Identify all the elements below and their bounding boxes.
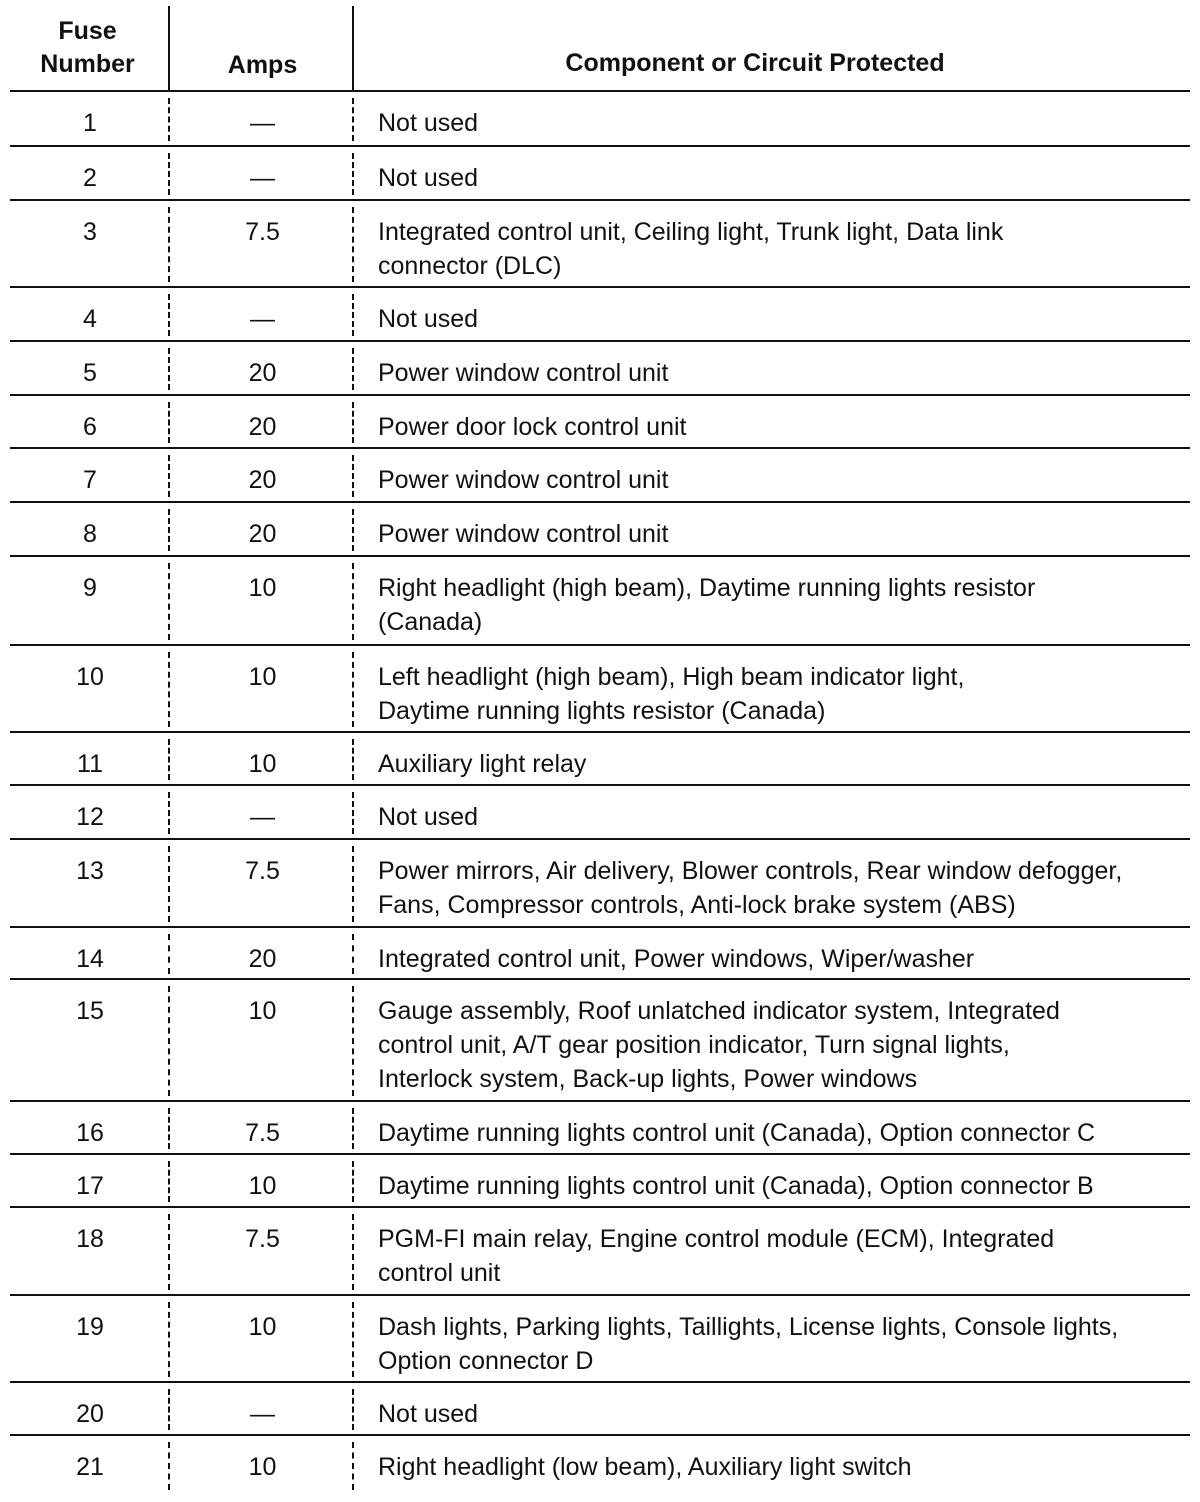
column-divider <box>168 294 170 336</box>
component-cell: Daytime running lights control unit (Canada), Option connector B <box>378 1172 1094 1200</box>
column-divider <box>352 934 354 974</box>
header-fuse-line1: Fuse <box>58 17 117 45</box>
table-row <box>10 980 1190 1102</box>
table-row <box>10 1102 1190 1155</box>
component-cell: Integrated control unit, Power windows, Wiper/washer <box>378 945 975 973</box>
column-divider <box>352 6 354 90</box>
table-row <box>10 92 1190 147</box>
component-cell: Integrated control unit, Ceiling light, Trunk light, Data link connector (DLC) <box>378 218 1004 280</box>
column-divider <box>168 1161 170 1202</box>
fuse-number-cell: 6 <box>83 413 97 441</box>
column-divider <box>352 1389 354 1430</box>
column-divider <box>168 934 170 974</box>
table-row <box>10 733 1190 786</box>
amps-cell: 7.5 <box>245 1225 280 1253</box>
amps-cell: — <box>250 164 275 192</box>
amps-cell: 10 <box>248 574 277 602</box>
amps-cell: — <box>250 1400 275 1428</box>
fuse-number-cell: 13 <box>76 857 104 885</box>
fuse-number-cell: 11 <box>77 750 103 778</box>
column-divider <box>352 294 354 336</box>
column-divider <box>168 207 170 282</box>
component-cell: Dash lights, Parking lights, Taillights, License lights, Console lights, Option connector D <box>378 1313 1119 1375</box>
component-cell: Power door lock control unit <box>378 413 687 441</box>
fuse-number-cell: 9 <box>83 574 97 602</box>
fuse-number-cell: 4 <box>83 305 97 333</box>
amps-cell: 10 <box>248 750 277 778</box>
amps-cell: — <box>250 109 275 137</box>
table-row <box>10 147 1190 201</box>
column-divider <box>352 652 354 727</box>
table-row <box>10 288 1190 342</box>
table-row <box>10 1208 1190 1296</box>
amps-cell: 20 <box>248 945 277 973</box>
amps-cell: 10 <box>248 1313 277 1341</box>
column-divider <box>168 1108 170 1149</box>
table-row <box>10 396 1190 449</box>
fuse-number-cell: 7 <box>83 466 97 494</box>
column-divider <box>168 792 170 834</box>
amps-cell: 10 <box>248 663 277 691</box>
column-divider <box>168 739 170 780</box>
amps-cell: 20 <box>248 359 277 387</box>
fuse-number-cell: 10 <box>76 663 104 691</box>
component-cell: Left headlight (high beam), High beam indicator light, Daytime running lights resistor (Canada) <box>378 663 965 725</box>
column-divider <box>352 846 354 922</box>
column-divider <box>168 1389 170 1430</box>
fuse-table <box>10 0 1190 1496</box>
column-divider <box>352 402 354 443</box>
header-amps: Amps <box>227 51 298 79</box>
column-divider <box>352 563 354 640</box>
header-component: Component or Circuit Protected <box>565 49 945 77</box>
table-row <box>10 1436 1190 1496</box>
component-cell: Not used <box>378 109 479 137</box>
fuse-number-cell: 3 <box>83 218 97 246</box>
column-divider <box>168 98 170 141</box>
table-row <box>10 1296 1190 1383</box>
fuse-number-cell: 16 <box>76 1119 104 1147</box>
table-header <box>10 0 1190 92</box>
column-divider <box>168 846 170 922</box>
column-divider <box>352 1302 354 1377</box>
component-cell: Power window control unit <box>378 466 669 494</box>
component-cell: Not used <box>378 164 479 192</box>
column-divider <box>352 348 354 390</box>
column-divider <box>168 348 170 390</box>
table-row <box>10 840 1190 928</box>
fuse-number-cell: 15 <box>76 997 104 1025</box>
table-row <box>10 646 1190 733</box>
component-cell: Not used <box>378 305 479 333</box>
component-cell: Daytime running lights control unit (Canada), Option connector C <box>378 1119 1096 1147</box>
column-divider <box>168 6 170 90</box>
header-fuse-number <box>10 15 165 81</box>
table-body <box>10 92 1190 1496</box>
component-cell: Auxiliary light relay <box>378 750 587 778</box>
column-divider <box>168 509 170 551</box>
column-divider <box>352 509 354 551</box>
table-row <box>10 449 1190 503</box>
amps-cell: 20 <box>248 413 277 441</box>
fuse-number-cell: 5 <box>83 359 97 387</box>
table-row <box>10 1155 1190 1208</box>
column-divider <box>168 402 170 443</box>
table-row <box>10 201 1190 288</box>
fuse-number-cell: 12 <box>76 803 104 831</box>
fuse-number-cell: 20 <box>76 1400 104 1428</box>
fuse-number-cell: 8 <box>83 520 97 548</box>
amps-cell: 10 <box>248 1453 277 1481</box>
column-divider <box>352 1214 354 1290</box>
amps-cell: 7.5 <box>245 857 280 885</box>
component-cell: Not used <box>378 1400 479 1428</box>
amps-cell: 10 <box>248 997 277 1025</box>
table-row <box>10 1383 1190 1436</box>
column-divider <box>352 207 354 282</box>
fuse-number-cell: 17 <box>76 1172 104 1200</box>
column-divider <box>352 1108 354 1149</box>
column-divider <box>352 739 354 780</box>
fuse-number-cell: 21 <box>76 1453 104 1481</box>
component-cell: Power window control unit <box>378 520 669 548</box>
fuse-number-cell: 2 <box>83 164 97 192</box>
amps-cell: 7.5 <box>245 1119 280 1147</box>
component-cell: PGM-FI main relay, Engine control module (ECM), Integrated control unit <box>378 1225 1055 1287</box>
component-cell: Right headlight (low beam), Auxiliary light switch <box>378 1453 912 1481</box>
column-divider <box>352 455 354 497</box>
component-cell: Not used <box>378 803 479 831</box>
component-cell: Power window control unit <box>378 359 669 387</box>
fuse-number-cell: 14 <box>76 945 104 973</box>
component-cell: Power mirrors, Air delivery, Blower controls, Rear window defogger, Fans, Compressor controls, Anti-lock brake system (ABS) <box>378 857 1123 919</box>
column-divider <box>168 153 170 195</box>
column-divider <box>352 153 354 195</box>
component-cell: Right headlight (high beam), Daytime running lights resistor (Canada) <box>378 574 1036 636</box>
column-divider <box>352 1161 354 1202</box>
column-divider <box>168 1442 170 1490</box>
table-row <box>10 928 1190 980</box>
column-divider <box>168 1302 170 1377</box>
column-divider <box>168 652 170 727</box>
column-divider <box>352 986 354 1096</box>
table-row <box>10 342 1190 396</box>
column-divider <box>352 792 354 834</box>
fuse-number-cell: 1 <box>83 109 97 137</box>
fuse-number-cell: 19 <box>76 1313 104 1341</box>
table-row <box>10 503 1190 557</box>
column-divider <box>352 1442 354 1490</box>
amps-cell: 10 <box>248 1172 277 1200</box>
component-cell: Gauge assembly, Roof unlatched indicator system, Integrated control unit, A/T gear position indicator, Turn signal lights, Interlock system, Back-up lights, Power windows <box>378 997 1060 1093</box>
column-divider <box>168 986 170 1096</box>
amps-cell: — <box>250 305 275 333</box>
table-row <box>10 786 1190 840</box>
header-fuse-line2: Number <box>40 50 135 78</box>
amps-cell: 20 <box>248 520 277 548</box>
table-row <box>10 557 1190 646</box>
column-divider <box>168 455 170 497</box>
fuse-number-cell: 18 <box>76 1225 104 1253</box>
column-divider <box>168 1214 170 1290</box>
amps-cell: 20 <box>248 466 277 494</box>
column-divider <box>352 98 354 141</box>
column-divider <box>168 563 170 640</box>
amps-cell: 7.5 <box>245 218 280 246</box>
amps-cell: — <box>250 803 275 831</box>
